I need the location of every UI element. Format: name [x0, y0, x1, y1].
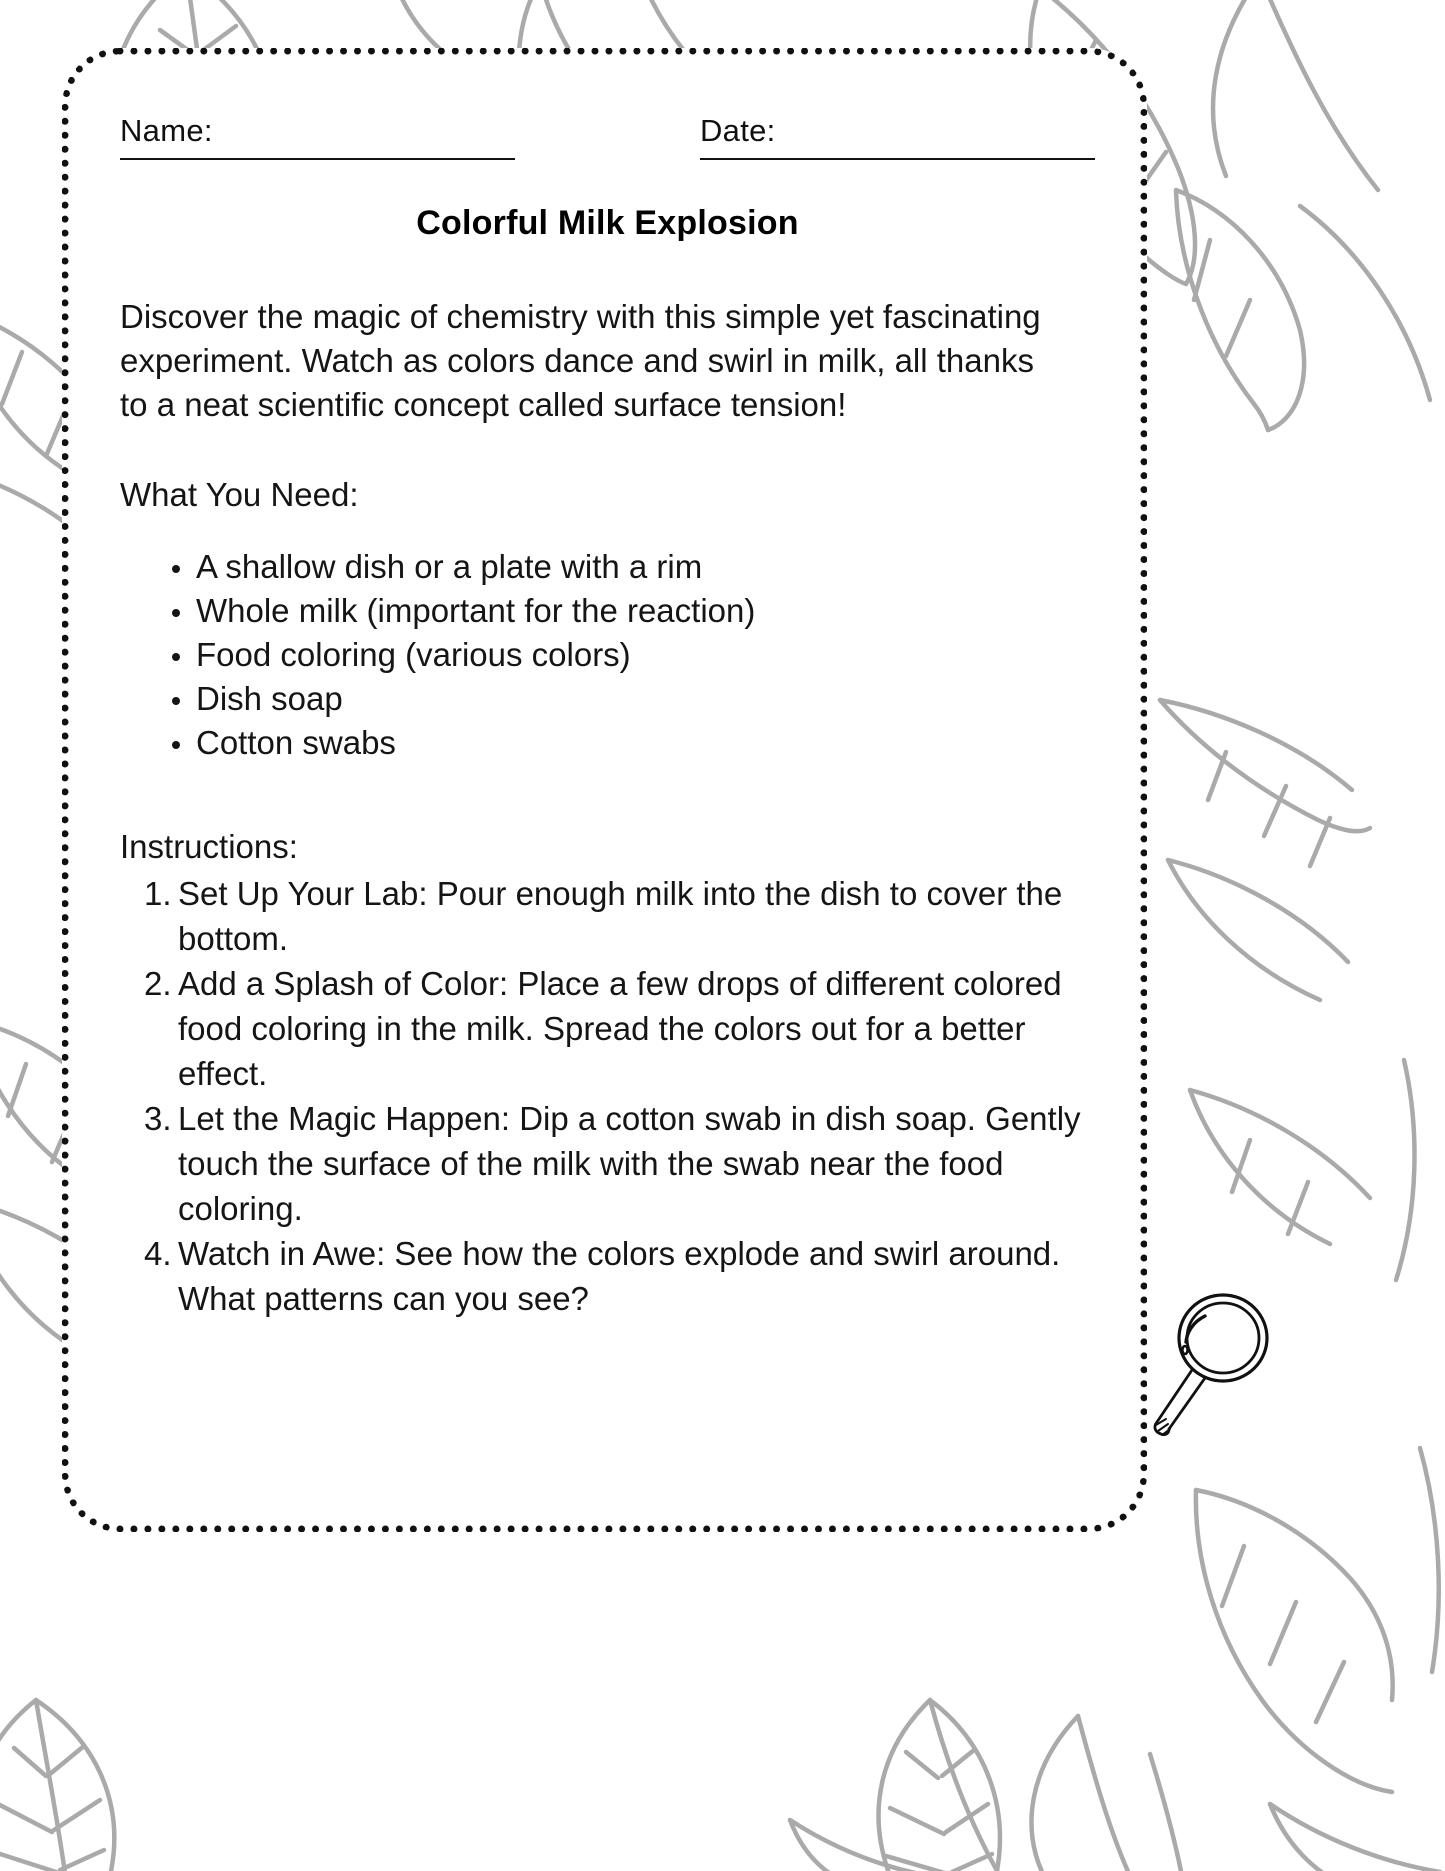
page-title: Colorful Milk Explosion — [416, 204, 799, 242]
instructions-list — [120, 871, 1095, 1321]
leaf-doodle-icon — [1196, 1448, 1439, 1792]
worksheet-content — [120, 88, 1095, 1321]
leaf-doodle-icon — [1270, 1804, 1440, 1871]
leaf-doodle-icon — [1160, 700, 1370, 1000]
name-label: Name: — [120, 113, 213, 149]
instructions-heading: Instructions: — [120, 828, 298, 865]
list-item: Set Up Your Lab: Pour enough milk into the dish to cover the bottom. — [178, 875, 1063, 957]
list-item: Let the Magic Happen: Dip a cotton swab in dish soap. Gently touch the surface of the milk with the swab near the food coloring. — [178, 1100, 1081, 1227]
name-field[interactable] — [120, 115, 515, 160]
list-item: Food coloring (various colors) — [172, 633, 1095, 677]
list-item: Dish soap — [172, 677, 1095, 721]
magnifying-glass-icon — [1135, 1288, 1300, 1448]
date-field[interactable] — [700, 115, 1095, 160]
name-date-row — [120, 88, 1095, 160]
materials-list — [120, 545, 1095, 765]
intro-paragraph: Discover the magic of chemistry with this simple yet fascinating experiment. Watch as colors dance and swirl in milk, all thanks to a neat scientific concept called surface tension! — [120, 298, 1041, 423]
date-write-line[interactable] — [700, 158, 1095, 160]
list-item: Cotton swabs — [172, 721, 1095, 765]
list-item: Whole milk (important for the reaction) — [172, 589, 1095, 633]
leaf-doodle-icon — [1176, 190, 1430, 430]
name-write-line[interactable] — [120, 158, 515, 160]
materials-heading: What You Need: — [120, 476, 359, 513]
list-item: Add a Splash of Color: Place a few drops of different colored food coloring in the milk. Spread the colors out for a better effect. — [178, 965, 1062, 1092]
leaf-doodle-icon — [1190, 1060, 1414, 1280]
leaf-doodle-icon — [790, 1700, 1182, 1871]
list-item: Watch in Awe: See how the colors explode and swirl around. What patterns can you see? — [178, 1235, 1061, 1317]
date-label: Date: — [700, 113, 776, 149]
leaf-doodle-icon — [0, 1700, 114, 1871]
list-item: A shallow dish or a plate with a rim — [172, 545, 1095, 589]
